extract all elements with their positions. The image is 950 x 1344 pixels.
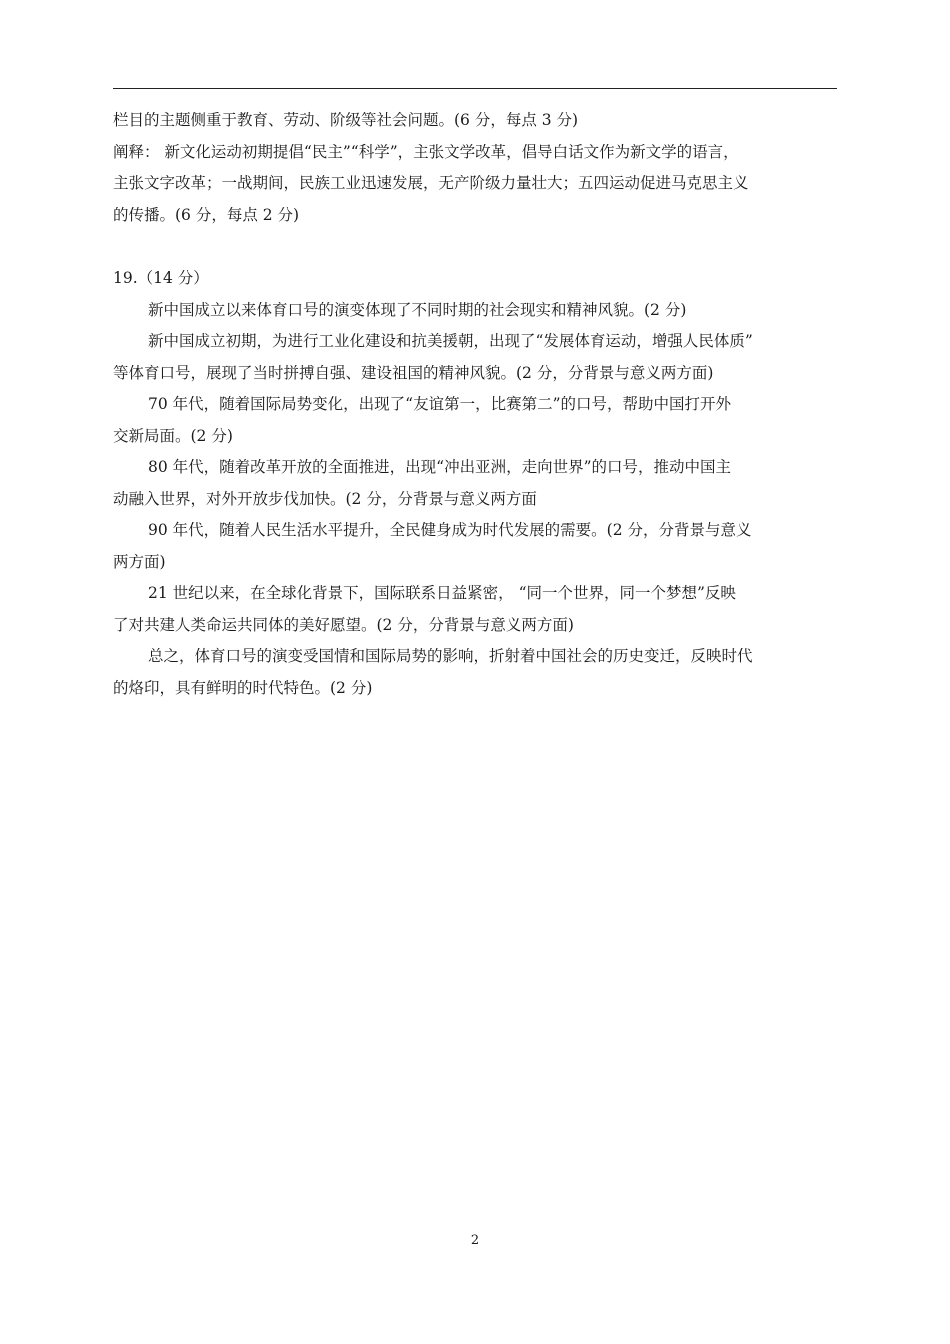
q19-para-1-line-1: 新中国成立以来体育口号的演变体现了不同时期的社会现实和精神风貌。(2 分) bbox=[148, 300, 687, 319]
explanation-line-1: 阐释： 新文化运动初期提倡“民主”“科学”，主张文学改革，倡导白话文作为新文学的语言， bbox=[113, 142, 739, 161]
page-number: 2 bbox=[470, 1233, 480, 1248]
q19-para-3-line-1: 70 年代，随着国际局势变化，出现了“友谊第一，比赛第二”的口号，帮助中国打开外 bbox=[148, 395, 732, 413]
q19-para-2-line-2: 等体育口号，展现了当时拼搏自强、建设祖国的精神风貌。(2 分，分背景与意义两方面) bbox=[113, 363, 714, 382]
q19-para-5-line-2: 两方面) bbox=[113, 552, 166, 571]
q19-para-6-line-1: 21 世纪以来，在全球化背景下，国际联系日益紧密， “同一个世界，同一个梦想”反映 bbox=[148, 584, 736, 602]
section-gap bbox=[113, 231, 837, 263]
explanation-line-2: 主张文字改革；一战期间，民族工业迅速发展，无产阶级力量壮大；五四运动促进马克思主义 bbox=[113, 174, 749, 192]
q19-para-5-line-1: 90 年代，随着人民生活水平提升，全民健身成为时代发展的需要。(2 分，分背景与意义 bbox=[148, 521, 752, 539]
q19-para-2-line-1: 新中国成立初期，为进行工业化建设和抗美援朝，出现了“发展体育运动，增强人民体质” bbox=[148, 332, 753, 350]
question-19-header: 19.（14 分） bbox=[113, 269, 209, 287]
q19-para-4-line-1: 80 年代，随着改革开放的全面推进，出现“冲出亚洲，走向世界”的口号，推动中国主 bbox=[148, 458, 732, 476]
header-rule bbox=[113, 88, 837, 89]
q19-para-7-line-2: 的烙印，具有鲜明的时代特色。(2 分) bbox=[113, 678, 373, 697]
explanation-line-3: 的传播。(6 分，每点 2 分) bbox=[113, 205, 300, 224]
q19-para-4-line-2: 动融入世界，对外开放步伐加快。(2 分，分背景与意义两方面 bbox=[113, 489, 537, 508]
q19-para-7-line-1: 总之，体育口号的演变受国情和国际局势的影响，折射着中国社会的历史变迁，反映时代 bbox=[148, 647, 753, 665]
answer-18-line: 栏目的主题侧重于教育、劳动、阶级等社会问题。(6 分，每点 3 分) bbox=[113, 111, 579, 129]
document-body bbox=[113, 105, 837, 704]
q19-para-6-line-2: 了对共建人类命运共同体的美好愿望。(2 分，分背景与意义两方面) bbox=[113, 615, 574, 634]
q19-para-3-line-2: 交新局面。(2 分) bbox=[113, 426, 233, 445]
